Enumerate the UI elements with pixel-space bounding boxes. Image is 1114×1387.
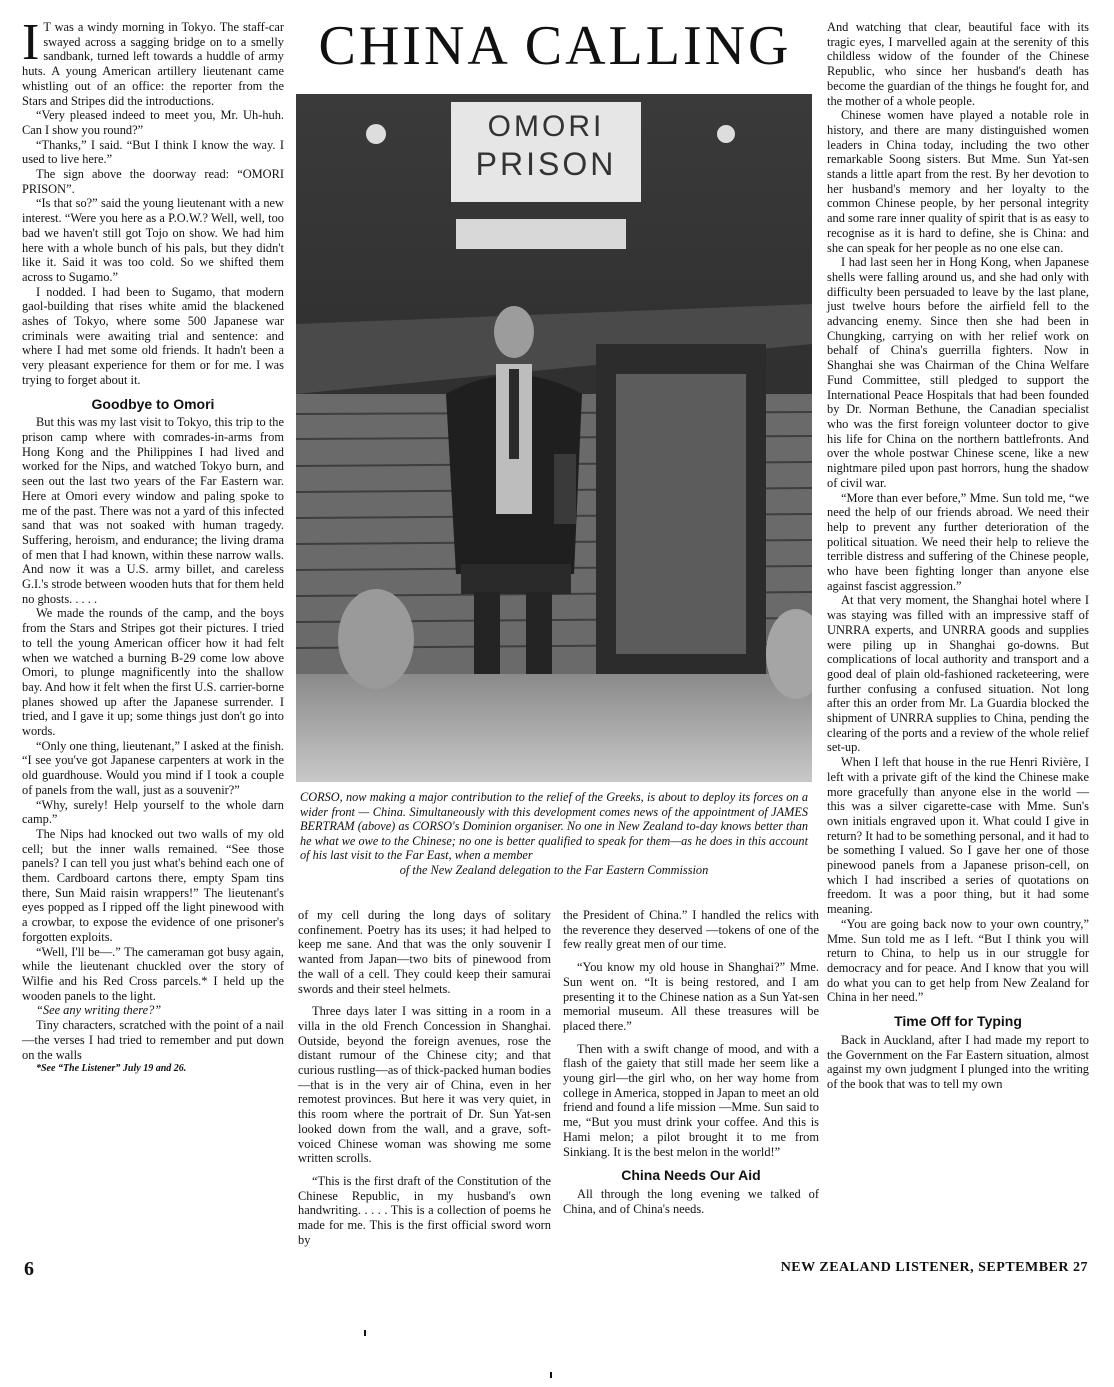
paragraph: And watching that clear, beautiful face with its tragic eyes, I marvelled again at the serenity of this childless widow of the founder of the Chinese Republic, who since her husband's death has become the guardian of the things he fought for, and the mother of a whole people. — [827, 20, 1089, 108]
paragraph: But this was my last visit to Tokyo, this trip to the prison camp where with comrades-in-arms from Hong Kong and the Philippines I had lived and worked for the Nips, and watched Tokyo burn, and seen out the last two years of the Far Eastern war. Here at Omori every window and paling spoke to me of the past. There was not a yard of this infected sand that was not soaked with human tragedy. Suffering, heroism, and endurance; the living drama of men that I had known, within these narrow walls. And now it was a U.S. army billet, and careless G.I.'s strode between wooden huts that for them held no ghosts. . . . . — [22, 415, 284, 606]
subheading-china-needs-our-aid: China Needs Our Aid — [621, 1167, 761, 1184]
photograph-james-bertram — [296, 94, 812, 782]
caption-text: CORSO, now making a major contribution to the relief of the Greeks, is about to deploy its forces on a wider front — China. Simultaneously with this development comes news of the appointment of JAMES BERTRAM (above) as CORSO's Dominion organiser. No one in New Zealand to-day knows better than he what we owe to the Chinese; no one is better qualified to speak for them—as he does in this account of his last visit to the Far East, when a member — [300, 790, 809, 862]
paragraph: I nodded. I had been to Sugamo, that modern gaol-building that rises white amid the blackened ashes of Tokyo, where some 500 Japanese war criminals were awaiting trial and sentence: and where I had met some old friends. It hadn't been a very pleasant experience for them or for me. I was trying to forget about it. — [22, 284, 284, 387]
paragraph: Three days later I was sitting in a room in a villa in the old French Concession in Shanghai. Outside, beyond the foreign avenues, rose the distant rumour of the Chinese city; and that curious rustling—as of thick-packed human bodies—that is in the very air of China, even in her remotest provinces. But here it was very quiet, in this room where the portrait of Dr. Sun Yat-sen looked down from the wall, and a grave, soft-voiced Chinese woman was showing me some written scrolls. — [298, 1004, 551, 1166]
paragraph: The sign above the doorway read: “OMORI PRISON”. — [22, 167, 284, 196]
paragraph: “More than ever before,” Mme. Sun told me, “we need the help of our friends abroad. We need their help to prevent any further deterioration of the political situation. We need their help to relieve the terrible distress and suffering of the Chinese people, who have been fighting longer than anyone else against fascist aggression.” — [827, 490, 1089, 593]
paragraph: Tiny characters, scratched with the point of a nail—the verses I had tried to remember and put down on the walls — [22, 1018, 284, 1062]
paragraph: Back in Auckland, after I had made my report to the Government on the Far Eastern situation, almost against my own judgment I plunged into the writing of the book that was to tell my own — [827, 1032, 1089, 1091]
subheading-goodbye-to-omori: Goodbye to Omori — [91, 395, 215, 412]
paragraph: “Very pleased indeed to meet you, Mr. Uh-huh. Can I show you round?” — [22, 108, 284, 137]
paragraph: “See any writing there?” — [36, 1003, 162, 1018]
paragraph: I had last seen her in Hong Kong, when Japanese shells were falling around us, and she had only with difficulty been persuaded to leave by the last plane, just twelve hours before the airfield fell to the advancing enemy. Since then she had been in Chungking, carrying on with her relief work on behalf of China's guerrilla fighters. Now in Shanghai she was Chairman of the China Welfare Fund Committee, still pledged to support the International Peace Hospitals that had been founded by Dr. Norman Bethune, the Canadian specialist who was the first foreign volunteer doctor to give his life for China on the northern battlefronts. And over the whole postwar Chinese scene, like a new nightmare piled upon past horrors, hung the shadow of civil war. — [827, 255, 1089, 490]
publication-footer: NEW ZEALAND LISTENER, SEPTEMBER 27 — [780, 1260, 1088, 1275]
print-mark — [550, 1372, 552, 1378]
drop-cap: I — [22, 14, 40, 71]
paragraph: “You know my old house in Shanghai?” Mme. Sun went on. “It is being restored, and I am presenting it to the Chinese nation as a Sun Yat-sen memorial museum. All these treasures will be placed there.” — [563, 960, 819, 1033]
sign-text-omori: OMORI — [487, 110, 605, 143]
paragraph: of my cell during the long days of solitary confinement. Poetry has its uses; it had helped to keep me sane. And that was the only souvenir I wanted from Japan—two bits of pinewood from the wall of a cell. They could keep their samurai swords and their steel helmets. — [298, 908, 551, 996]
paragraph: “You are going back now to your own country,” Mme. Sun told me as I left. “But I think you will return to China, to help us in our struggle for democracy and for peace. And I know that you will do what you can to get help from New Zealand for China in her need.” — [827, 916, 1089, 1005]
paragraph: “Why, surely! Help yourself to the whole darn camp.” — [22, 797, 284, 827]
paragraph: When I left that house in the rue Henri Rivière, I left with a private gift of the kind the Chinese make more gracefully than anyone else in the world — this was a silver cigarette-case with Mme. Sun's own initials engraved upon it. What could I give in return? It had to be something personal, and it had to be something I valued. So I gave her one of those pinewood panels from a Japanese prison-cell, on which I had inscribed a series of quotations on freedom. It was a poor thing, but it had some meaning. — [827, 755, 1089, 917]
caption-last-line: of the New Zealand delegation to the Far Eastern Commission — [399, 862, 709, 877]
paragraph: At that very moment, the Shanghai hotel where I was staying was filled with an impressive staff of UNRRA experts, and UNRRA goods and supplies were piling up in Shanghai go-downs. But complications of local authority and transport and a good deal of plain old-fashioned racketeering, were further confusing a confused situation. Not long after this an order from Mr. La Guardia blocked the shipment of UNRRA supplies to China, pending the clearing of the ports and a review of the whole relief set-up. — [827, 593, 1089, 755]
column-4 — [827, 20, 1089, 1092]
sign-text-prison: PRISON — [475, 146, 617, 182]
paragraph: The Nips had knocked out two walls of my old cell; but the inner walls remained. “See those panels? I can tell you just what's behind each one of them. Cardboard cartons there, empty Spam tins there, Sun Maid raisin wrappers!” The lieutenant's eyes popped as I ripped off the light pinewood with a crowbar, to expose the evidence of one prisoner's forgotten exploits. — [22, 826, 284, 944]
column-1 — [22, 14, 284, 1077]
paragraph: “Thanks,” I said. “But I think I know the way. I used to live here.” — [22, 137, 284, 167]
opening-paragraph: I T was a windy morning in Tokyo. The staff-car swayed across a sagging bridge on to a smelly sandbank, turned left towards a huddle of army huts. A young American artillery lieutenant came whistling out of an office: the reporter from the Stars and Stripes did the introductions. — [22, 14, 284, 108]
photo-image — [296, 94, 812, 782]
paragraph: Chinese women have played a notable role in history, and there are many distinguished women leaders in China today, including the two other remarkable Soong sisters. But Mme. Sun Yat-sen stands a little apart from the rest. By her devotion to her husband's memory and her loyalty to the common Chinese people, by her personal integrity and some rare inner quality of spirit that is as easy to recognise as it is hard to define, she is China: and she can speak for her people as no one else can. — [827, 108, 1089, 255]
photo-caption — [300, 790, 808, 877]
print-mark — [364, 1330, 366, 1336]
paragraph: We made the rounds of the camp, and the boys from the Stars and Stripes got their pictures. I tried to tell the young American officer how it had felt when we watched a burning B-29 come low above Omori, to plunge magnificently into the shallow bay. And how it felt when the first U.S. carrier-borne planes showed up after the Japanese surrender. I tried, and I gave it up; some things just don't go into words. — [22, 606, 284, 739]
footnote: *See “The Listener” July 19 and 26. — [36, 1063, 187, 1075]
paragraph: “This is the first draft of the Constitution of the Chinese Republic, in my husband's own handwriting. . . . . This is a collection of poems he made for me. This is the first official sword worn by — [298, 1173, 551, 1247]
subheading-time-off-for-typing: Time Off for Typing — [894, 1013, 1022, 1030]
paragraph: “Only one thing, lieutenant,” I asked at the finish. “I see you've got Japanese carpenters at work in the old guardhouse. Would you mind if I took a couple of panels from the wall, just as a souvenir?” — [22, 738, 284, 797]
paragraph: the President of China.” I handled the relics with the reverence they deserved —tokens of one of the few really great men of our time. — [563, 908, 819, 952]
paragraph: All through the long evening we talked of China, and of China's needs. — [563, 1186, 819, 1216]
page-number: 6 — [24, 1258, 34, 1280]
column-3 — [563, 908, 819, 1216]
paragraph: Then with a swift change of mood, and with a flash of the gaiety that still made her seem like a young girl—the girl who, on her way home from college in America, stopped in Japan to meet an old friend and found a life mission —Mme. Sun said to me, “But you must drink your coffee. And this is Hami melon; a pilot brought it to me from Sinkiang. It is the best melon in the world!” — [563, 1041, 819, 1159]
column-2 — [298, 908, 551, 1247]
article-title: CHINA CALLING — [318, 15, 792, 77]
paragraph: “Well, I'll be—.” The cameraman got busy again, while the lieutenant chuckled over the story of Wilfie and his Red Cross parcels.* I held up the wooden panels to the light. — [22, 944, 284, 1003]
paragraph: “Is that so?” said the young lieutenant with a new interest. “Were you here as a P.O.W.? Well, well, too bad we haven't still got Tojo on show. We had him here with a whole bunch of his pals, but they didn't like it. Said it was too cold. So we shifted them across to Sugamo.” — [22, 196, 284, 284]
